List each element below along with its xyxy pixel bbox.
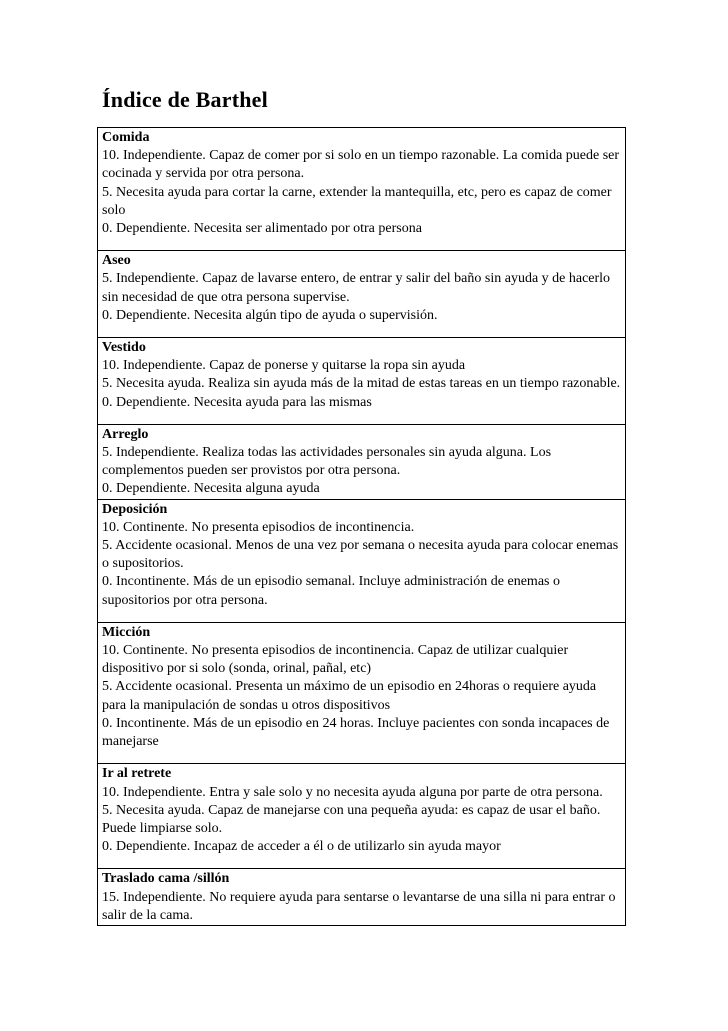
section-heading: Traslado cama /sillón <box>102 871 230 887</box>
score-option: 0. Dependiente. Necesita algún tipo de ayuda o supervisión. <box>102 307 438 323</box>
section-spacer <box>102 412 621 424</box>
section-row-traslado <box>98 869 626 926</box>
score-option: 0. Incontinente. Más de un episodio semanal. Incluye administración de enemas o supositorios por otra persona. <box>102 574 560 608</box>
section-row-vestido <box>98 338 626 425</box>
section-heading: Vestido <box>102 340 146 356</box>
score-option: 10. Continente. No presenta episodios de incontinencia. Capaz de utilizar cualquier dispositivo por si solo (sonda, orinal, pañal, etc) <box>102 643 569 677</box>
score-option: 0. Dependiente. Necesita ser alimentado por otra persona <box>102 221 422 237</box>
score-option: 10. Independiente. Capaz de comer por si solo en un tiempo razonable. La comida puede ser cocinada y servida por otra persona. <box>102 148 620 182</box>
score-option: 0. Dependiente. Necesita ayuda para las mismas <box>102 394 372 410</box>
section-row-miccion <box>98 622 626 763</box>
score-option: 0. Dependiente. Necesita alguna ayuda <box>102 481 320 497</box>
score-option: 10. Independiente. Capaz de ponerse y quitarse la ropa sin ayuda <box>102 358 466 374</box>
section-heading: Aseo <box>102 253 131 269</box>
score-option: 5. Independiente. Capaz de lavarse entero, de entrar y salir del baño sin ayuda y de hacerlo sin necesidad de que otra persona supervise. <box>102 271 611 305</box>
score-option: 15. Independiente. No requiere ayuda para sentarse o levantarse de una silla ni para entrar o salir de la cama. <box>102 889 616 923</box>
section-cell <box>98 338 626 425</box>
score-option: 5. Accidente ocasional. Presenta un máximo de un episodio en 24horas o requiere ayuda para la manipulación de sondas u otros dispositivos <box>102 679 597 713</box>
section-row-arreglo <box>98 424 626 499</box>
score-option: 5. Independiente. Realiza todas las actividades personales sin ayuda alguna. Los complementos pueden ser provistos por otra persona. <box>102 445 552 479</box>
section-spacer <box>102 238 621 250</box>
section-cell <box>98 764 626 869</box>
section-spacer <box>102 751 621 763</box>
section-cell <box>98 424 626 499</box>
section-cell <box>98 869 626 926</box>
score-option: 5. Necesita ayuda. Realiza sin ayuda más de la mitad de estas tareas en un tiempo razonable. <box>102 376 621 392</box>
score-option: 0. Incontinente. Más de un episodio en 24 horas. Incluye pacientes con sonda incapaces de manejarse <box>102 715 610 750</box>
section-row-comida <box>98 128 626 251</box>
score-option: 5. Accidente ocasional. Menos de una vez por semana o necesita ayuda para colocar enemas o supositorios. <box>102 538 619 572</box>
section-spacer <box>102 856 621 868</box>
section-row-ir-al-retrete <box>98 764 626 869</box>
section-spacer <box>102 610 621 622</box>
page-title: Índice de Barthel <box>102 87 268 112</box>
section-heading: Arreglo <box>102 426 149 442</box>
section-heading: Deposición <box>102 501 168 517</box>
score-option: 5. Necesita ayuda. Capaz de manejarse con una pequeña ayuda: es capaz de usar el baño. Puede limpiarse solo. <box>102 802 601 836</box>
section-heading: Micción <box>102 624 151 640</box>
section-cell <box>98 622 626 763</box>
barthel-index-table <box>97 127 626 926</box>
section-cell <box>98 128 626 251</box>
section-row-aseo <box>98 251 626 338</box>
score-option: 10. Continente. No presenta episodios de incontinencia. <box>102 519 415 535</box>
section-heading: Comida <box>102 130 150 145</box>
section-row-deposicion <box>98 499 626 622</box>
score-option: 10. Independiente. Entra y sale solo y no necesita ayuda alguna por parte de otra persona. <box>102 784 603 800</box>
score-option: 5. Necesita ayuda para cortar la carne, extender la mantequilla, etc, pero es capaz de comer solo <box>102 184 612 218</box>
section-heading: Ir al retrete <box>102 766 172 782</box>
section-spacer <box>102 325 621 337</box>
score-option: 0. Dependiente. Incapaz de acceder a él o de utilizarlo sin ayuda mayor <box>102 839 501 855</box>
section-cell <box>98 251 626 338</box>
section-cell <box>98 499 626 622</box>
